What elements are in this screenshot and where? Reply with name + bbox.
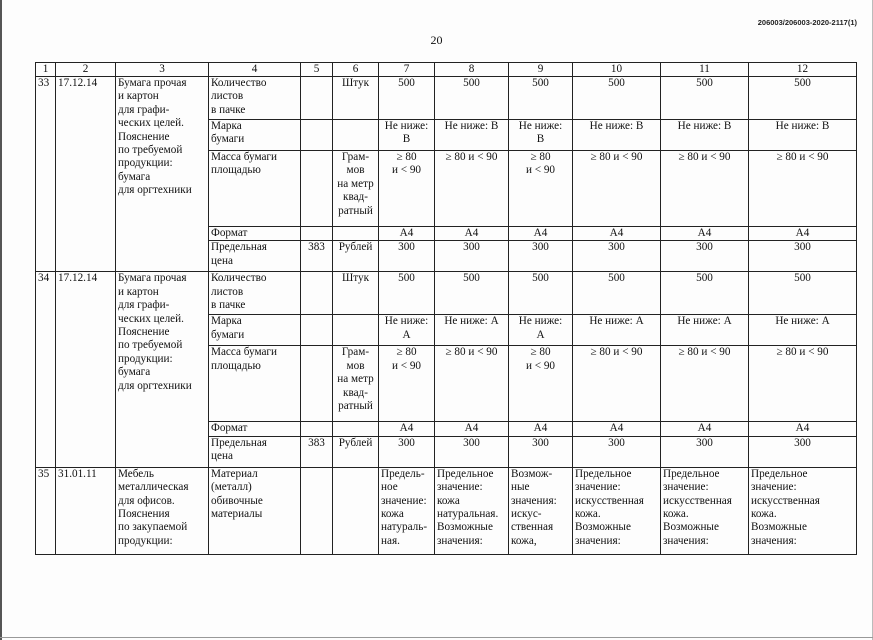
value-cell: 300 [509, 436, 573, 467]
header-cell: 11 [661, 63, 749, 77]
price-limit [301, 422, 333, 436]
characteristic-label: Марка бумаги [209, 315, 301, 346]
value-cell: Не ниже: А [661, 315, 749, 346]
value-cell: А4 [661, 227, 749, 241]
value-cell: А4 [661, 422, 749, 436]
value-cell: 300 [661, 241, 749, 272]
row-number: 34 [36, 272, 56, 467]
unit [333, 422, 379, 436]
row-number: 35 [36, 467, 56, 554]
value-cell: 500 [379, 77, 435, 120]
header-cell: 6 [333, 63, 379, 77]
characteristic-label: Количество листов в пачке [209, 77, 301, 120]
characteristic-label: Формат [209, 422, 301, 436]
value-cell: Не ниже: В [379, 120, 435, 151]
characteristic-label: Марка бумаги [209, 120, 301, 151]
value-cell: 300 [435, 436, 509, 467]
value-cell: А4 [435, 227, 509, 241]
value-cell: 300 [379, 241, 435, 272]
price-limit [301, 272, 333, 315]
header-cell: 1 [36, 63, 56, 77]
value-cell: ≥ 80 и < 90 [509, 346, 573, 422]
value-cell: ≥ 80 и < 90 [573, 346, 661, 422]
value-cell: ≥ 80 и < 90 [509, 151, 573, 227]
value-cell: ≥ 80 и < 90 [661, 346, 749, 422]
value-cell: ≥ 80 и < 90 [573, 151, 661, 227]
okpd-code: 17.12.14 [56, 77, 116, 272]
header-cell: 7 [379, 63, 435, 77]
value-cell: 500 [435, 272, 509, 315]
value-cell: 300 [749, 241, 857, 272]
table-row [36, 77, 857, 120]
price-limit: 383 [301, 436, 333, 467]
price-limit [301, 227, 333, 241]
item-name: Бумага прочая и картон для графи- ческих целей. Пояснение по требуемой продукции: бумага для оргтехники [116, 272, 209, 467]
unit: Грам- мов на метр квад- ратный [333, 346, 379, 422]
value-cell: Не ниже: В [661, 120, 749, 151]
value-cell: 500 [509, 77, 573, 120]
value-cell: Предельное значение: искусственная кожа. Возможные значения: [749, 467, 857, 554]
value-cell: Не ниже: В [573, 120, 661, 151]
value-cell: 500 [749, 77, 857, 120]
price-limit [301, 467, 333, 554]
unit: Рублей [333, 436, 379, 467]
unit [333, 120, 379, 151]
unit [333, 315, 379, 346]
value-cell: А4 [509, 227, 573, 241]
item-name: Мебель металлическая для офисов. Пояснения по закупаемой продукции: [116, 467, 209, 554]
price-limit: 383 [301, 241, 333, 272]
value-cell: 500 [749, 272, 857, 315]
okpd-code: 31.01.11 [56, 467, 116, 554]
header-cell: 5 [301, 63, 333, 77]
header-cell: 3 [116, 63, 209, 77]
value-cell: Возмож- ные значения: искус- ственная кожа, [509, 467, 573, 554]
price-limit [301, 315, 333, 346]
value-cell: 300 [379, 436, 435, 467]
value-cell: 300 [573, 436, 661, 467]
unit: Рублей [333, 241, 379, 272]
value-cell: Не ниже: В [509, 120, 573, 151]
value-cell: 500 [573, 77, 661, 120]
scan-left-edge [0, 0, 2, 640]
unit [333, 227, 379, 241]
value-cell: 300 [749, 436, 857, 467]
characteristic-label: Масса бумаги площадью [209, 346, 301, 422]
value-cell: Не ниже: А [379, 315, 435, 346]
value-cell: Предельное значение: искусственная кожа. Возможные значения: [661, 467, 749, 554]
value-cell: ≥ 80 и < 90 [749, 346, 857, 422]
value-cell: 500 [661, 272, 749, 315]
scan-bottom-edge [0, 637, 873, 638]
header-cell: 4 [209, 63, 301, 77]
value-cell: ≥ 80 и < 90 [379, 346, 435, 422]
value-cell: А4 [435, 422, 509, 436]
value-cell: 500 [379, 272, 435, 315]
value-cell: 300 [435, 241, 509, 272]
header-cell: 10 [573, 63, 661, 77]
value-cell: 500 [661, 77, 749, 120]
row-number: 33 [36, 77, 56, 272]
header-cell: 12 [749, 63, 857, 77]
table-row [36, 467, 857, 554]
price-limit [301, 151, 333, 227]
unit [333, 467, 379, 554]
price-limit [301, 120, 333, 151]
value-cell: 500 [509, 272, 573, 315]
value-cell: Не ниже: В [749, 120, 857, 151]
header-cell: 9 [509, 63, 573, 77]
value-cell: А4 [749, 422, 857, 436]
value-cell: 300 [661, 436, 749, 467]
value-cell: 300 [573, 241, 661, 272]
value-cell: ≥ 80 и < 90 [379, 151, 435, 227]
value-cell: 500 [435, 77, 509, 120]
value-cell: ≥ 80 и < 90 [749, 151, 857, 227]
value-cell: ≥ 80 и < 90 [435, 151, 509, 227]
unit: Штук [333, 272, 379, 315]
characteristic-label: Предельная цена [209, 241, 301, 272]
value-cell: А4 [573, 422, 661, 436]
value-cell: 500 [573, 272, 661, 315]
value-cell: Не ниже: А [435, 315, 509, 346]
item-name: Бумага прочая и картон для графи- ческих целей. Пояснение по требуемой продукции: бумага для оргтехники [116, 77, 209, 272]
characteristic-label: Масса бумаги площадью [209, 151, 301, 227]
value-cell: Предельное значение: кожа натуральная. Возможные значения: [435, 467, 509, 554]
value-cell: Не ниже: В [435, 120, 509, 151]
value-cell: А4 [379, 422, 435, 436]
characteristic-label: Предельная цена [209, 436, 301, 467]
characteristic-label: Материал (металл) обивочные материалы [209, 467, 301, 554]
header-row [36, 63, 857, 77]
price-limit [301, 346, 333, 422]
value-cell: 300 [509, 241, 573, 272]
table-row [36, 272, 857, 315]
value-cell: А4 [509, 422, 573, 436]
unit: Штук [333, 77, 379, 120]
unit: Грам- мов на метр квад- ратный [333, 151, 379, 227]
characteristic-label: Количество листов в пачке [209, 272, 301, 315]
value-cell: А4 [749, 227, 857, 241]
value-cell: Предель- ное значение: кожа натураль- ная. [379, 467, 435, 554]
value-cell: Не ниже: А [573, 315, 661, 346]
value-cell: А4 [379, 227, 435, 241]
value-cell: А4 [573, 227, 661, 241]
characteristic-label: Формат [209, 227, 301, 241]
page-number: 20 [430, 33, 443, 47]
value-cell: ≥ 80 и < 90 [661, 151, 749, 227]
requirements-table [35, 62, 857, 555]
value-cell: Предельное значение: искусственная кожа. Возможные значения: [573, 467, 661, 554]
header-cell: 2 [56, 63, 116, 77]
header-cell: 8 [435, 63, 509, 77]
value-cell: Не ниже: А [749, 315, 857, 346]
document-id: 206003/206003-2020-2117(1) [757, 18, 857, 27]
value-cell: ≥ 80 и < 90 [435, 346, 509, 422]
okpd-code: 17.12.14 [56, 272, 116, 467]
price-limit [301, 77, 333, 120]
value-cell: Не ниже: А [509, 315, 573, 346]
